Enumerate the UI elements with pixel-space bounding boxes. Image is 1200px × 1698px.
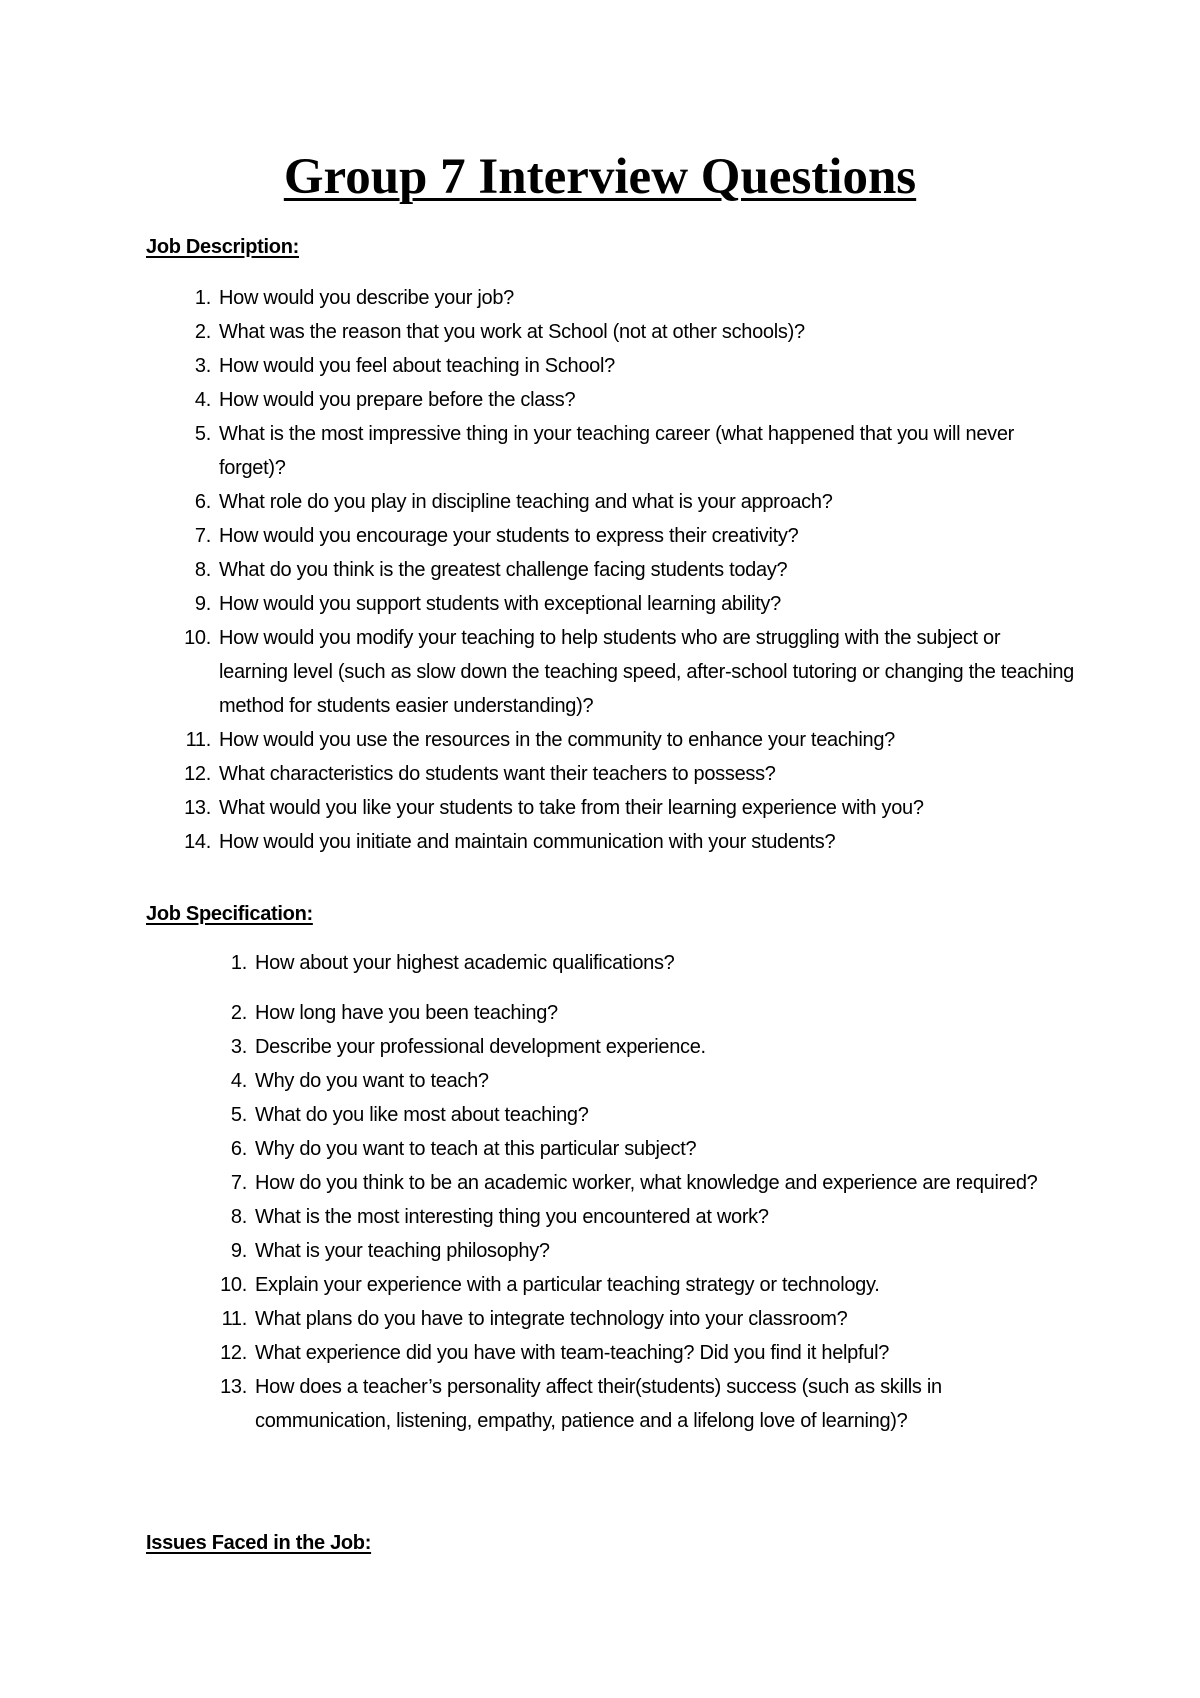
issues-heading: Issues Faced in the Job: (146, 1532, 372, 1554)
list-item (194, 349, 1074, 383)
item-number: 10. (184, 627, 211, 649)
question-text: What is the most interesting thing you encountered at work? (255, 1206, 769, 1228)
item-number: 1. (194, 287, 211, 309)
item-number: 2. (230, 1002, 247, 1024)
question-text: How would you describe your job? (219, 287, 515, 309)
question-text: What would you like your students to take from their learning experience with you? (219, 797, 924, 819)
list-item (194, 315, 1074, 349)
job-description-heading: Job Description: (146, 236, 299, 258)
item-number: 5. (230, 1104, 247, 1126)
item-number: 4. (194, 389, 211, 411)
list-item (230, 996, 1075, 1030)
question-text: What is your teaching philosophy? (255, 1240, 550, 1262)
item-number: 13. (220, 1376, 247, 1398)
item-number: 12. (220, 1342, 247, 1364)
list-item (230, 1030, 1075, 1064)
item-number: 3. (230, 1036, 247, 1058)
question-text: How would you modify your teaching to help students who are struggling with the subject or learning level (such as slow down the teaching speed, after-school tutoring or changing the teaching method for students easier understanding)? (219, 627, 1074, 717)
item-number: 2. (194, 321, 211, 343)
item-number: 11. (185, 729, 211, 751)
list-item (194, 281, 1074, 315)
question-text: What characteristics do students want their teachers to possess? (219, 763, 776, 785)
list-item (230, 946, 1075, 980)
question-text: How does a teacher’s personality affect their(students) success (such as skills in communication, listening, empathy, patience and a lifelong love of learning)? (255, 1376, 942, 1432)
list-item (194, 553, 1074, 587)
list-item (230, 1064, 1075, 1098)
list-item (184, 791, 1074, 825)
item-number: 6. (194, 491, 211, 513)
list-item (194, 485, 1074, 519)
question-text: Why do you want to teach? (255, 1070, 489, 1092)
list-item (230, 1132, 1075, 1166)
list-item (230, 1166, 1075, 1200)
item-number: 8. (230, 1206, 247, 1228)
list-item (194, 587, 1074, 621)
job-specification-heading: Job Specification: (146, 903, 313, 925)
list-item (230, 1200, 1075, 1234)
question-text: How would you encourage your students to express their creativity? (219, 525, 799, 547)
list-item (230, 1234, 1075, 1268)
item-number: 4. (230, 1070, 247, 1092)
list-item (194, 417, 1074, 485)
item-number: 13. (184, 797, 211, 819)
question-text: What role do you play in discipline teaching and what is your approach? (219, 491, 833, 513)
question-text: How would you prepare before the class? (219, 389, 576, 411)
job-description-list (184, 281, 1074, 859)
list-item (220, 1336, 1075, 1370)
list-item (184, 825, 1074, 859)
question-text: What was the reason that you work at School (not at other schools)? (219, 321, 805, 343)
question-text: How would you initiate and maintain communication with your students? (219, 831, 836, 853)
item-number: 8. (194, 559, 211, 581)
item-number: 7. (230, 1172, 247, 1194)
question-text: How about your highest academic qualifications? (255, 952, 675, 974)
list-item (230, 1098, 1075, 1132)
list-item (184, 621, 1074, 723)
question-text: How would you use the resources in the community to enhance your teaching? (219, 729, 895, 751)
item-number: 1. (230, 952, 247, 974)
item-number: 7. (194, 525, 211, 547)
question-text: How long have you been teaching? (255, 1002, 558, 1024)
document-title: Group 7 Interview Questions (283, 149, 917, 205)
item-number: 10. (220, 1274, 247, 1296)
question-text: How would you support students with exceptional learning ability? (219, 593, 781, 615)
list-item (185, 723, 1074, 757)
question-text: What do you like most about teaching? (255, 1104, 589, 1126)
item-number: 9. (194, 593, 211, 615)
question-text: Explain your experience with a particular teaching strategy or technology. (255, 1274, 880, 1296)
question-text: What do you think is the greatest challenge facing students today? (219, 559, 788, 581)
question-text: What plans do you have to integrate technology into your classroom? (255, 1308, 848, 1330)
item-number: 6. (230, 1138, 247, 1160)
question-text: What experience did you have with team-teaching? Did you find it helpful? (255, 1342, 890, 1364)
list-item (194, 519, 1074, 553)
question-text: Describe your professional development experience. (255, 1036, 706, 1058)
list-item (220, 1268, 1075, 1302)
item-number: 14. (184, 831, 211, 853)
item-number: 9. (230, 1240, 247, 1262)
item-number: 5. (194, 423, 211, 445)
item-number: 12. (184, 763, 211, 785)
item-number: 3. (194, 355, 211, 377)
question-text: What is the most impressive thing in your teaching career (what happened that you will never forget)? (219, 423, 1015, 479)
question-text: Why do you want to teach at this particular subject? (255, 1138, 697, 1160)
job-specification-list (220, 946, 1075, 1438)
question-text: How do you think to be an academic worker, what knowledge and experience are required? (255, 1172, 1038, 1194)
list-item (194, 383, 1074, 417)
list-item (220, 1370, 1075, 1438)
question-text: How would you feel about teaching in School? (219, 355, 615, 377)
list-item (221, 1302, 1075, 1336)
item-number: 11. (221, 1308, 247, 1330)
list-item (184, 757, 1074, 791)
